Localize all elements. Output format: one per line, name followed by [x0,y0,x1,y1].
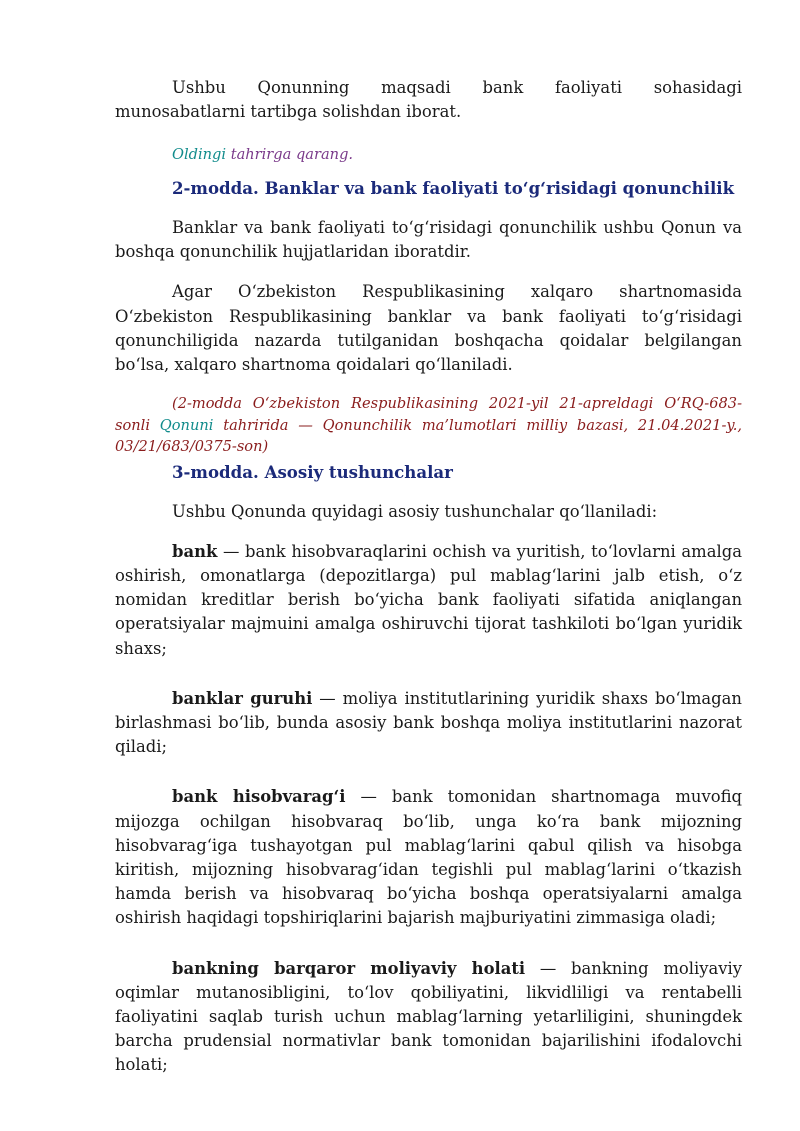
law-link[interactable]: Qonuni [159,416,214,434]
definition-bank [115,540,742,661]
edition-note-part-2: tahririda — Qonunchilik ma’lumotlari milliy bazasi, 21.04.2021-y., 03/21/683/0375-son) [115,416,742,456]
definition-stable-financial-condition [115,957,742,1078]
edition-note-part-1: (2-modda O‘zbekiston Respublikasining 2021-yil 21-apreldagi O‘RQ-683-sonli [115,395,742,434]
intro-paragraph: Ushbu Qonunning maqsadi bank faoliyati sohasidagi munosabatlarni tartibga solishdan iborat. [115,78,742,122]
definition-text: — moliya institutlarining yuridik shaxs bo‘lmagan birlashmasi bo‘lib, bunda asosiy bank boshqa moliya institutlarini nazorat qiladi; [115,688,742,757]
article-3-intro: Ushbu Qonunda quyidagi asosiy tushunchalar qo‘llaniladi: [172,501,658,521]
previous-edition-link[interactable]: Oldingi [172,146,227,164]
definition-term: banklar guruhi [172,688,313,708]
previous-edition-note [115,144,742,166]
definition-term: bank hisobvarag‘i [172,787,346,807]
definition-text: — bank hisobvaraqlarini ochish va yuritish, to‘lovlarni amalga oshirish, omonatlarga (depozitlarga) pul mablag‘larini jalb etish, o‘z nomidan kreditlar berish bo‘yicha bank faoliyati sifatida aniqlangan operatsiyalar majmuini amalga oshiruvchi tijorat tashkiloti bo‘lgan yuridik shaxs; [115,541,742,658]
definition-term: bank [172,541,218,561]
definition-bank-account [115,785,742,930]
definition-text: — bankning moliyaviy oqimlar mutanosibligini, to‘lov qobiliyatini, likvidliligi va rentabelli faoliyatini saqlab turish uchun mablag‘larning yetarliligini, shuningdek barcha prudensial normativlar bank tomonidan bajarilishini ifodalovchi holati; [115,958,743,1075]
previous-edition-note-text: tahrirga qarang. [226,146,354,164]
article-3-heading: 3-modda. Asosiy tushunchalar [172,461,453,482]
definition-text: — bank tomonidan shartnomaga muvofiq mijozga ochilgan hisobvaraq bo‘lib, unga ko‘ra bank mijozning hisobvarag‘iga tushayotgan pul mablag‘larini qabul qilish va hisobga kiritish, mijozning hisobvarag‘idan tegishli pul mablag‘larini o‘tkazish hamda berish va hisobvaraq bo‘yicha boshqa operatsiyalarni amalga oshirish haqidagi topshiriqlarini bajarish majburiyatini zimmasiga oladi; [115,787,742,928]
definition-term: bankning barqaror moliyaviy holati [172,958,526,978]
article-2-heading: 2-modda. Banklar va bank faoliyati to‘g‘risidagi qonunchilik [172,177,735,198]
article-2-edition-note [115,393,742,458]
definition-bank-group [115,687,742,760]
article-2-paragraph-2: Agar O‘zbekiston Respublikasining xalqaro shartnomasida O‘zbekiston Respublikasining banklar va bank faoliyati to‘g‘risidagi qonunchiligida nazarda tutilganidan boshqacha qoidalar belgilangan bo‘lsa, xalqaro shartnoma qoidalari qo‘llaniladi. [115,282,742,374]
article-2-paragraph-1: Banklar va bank faoliyati to‘g‘risidagi qonunchilik ushbu Qonun va boshqa qonunchilik hujjatlaridan iboratdir. [115,217,742,262]
